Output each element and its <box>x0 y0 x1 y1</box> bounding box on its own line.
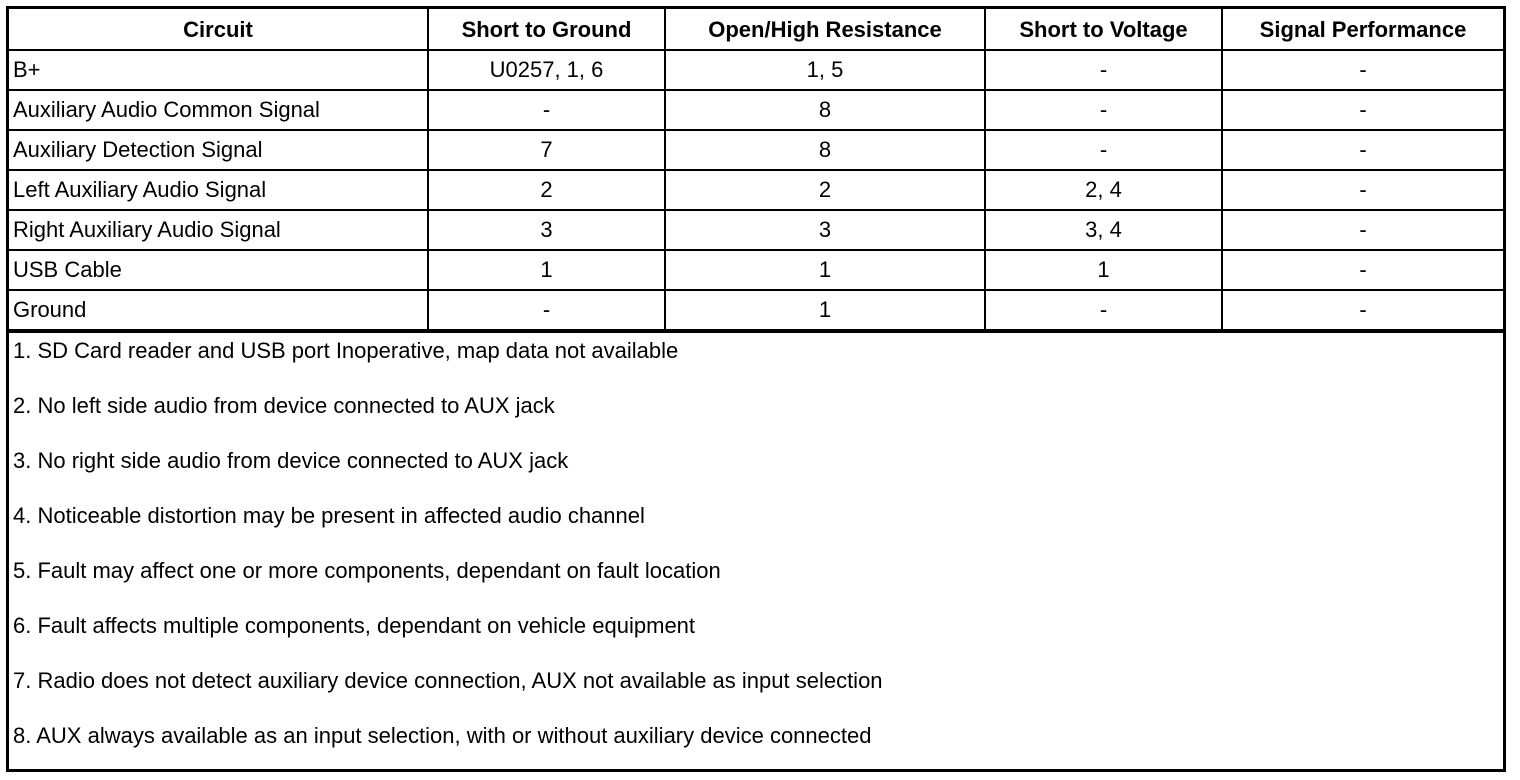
circuit-name-cell: Right Auxiliary Audio Signal <box>9 210 428 250</box>
short-to-ground-cell: - <box>428 290 665 330</box>
footnote-item: 6. Fault affects multiple components, dependant on vehicle equipment <box>13 613 696 638</box>
footnote-item: 5. Fault may affect one or more components, dependant on fault location <box>13 558 721 583</box>
footnote-item: 4. Noticeable distortion may be present in affected audio channel <box>13 503 645 528</box>
short-to-ground-cell: 1 <box>428 250 665 290</box>
open-high-resistance-cell: 1 <box>665 290 985 330</box>
short-to-voltage-cell: - <box>985 130 1222 170</box>
table-row <box>9 170 1503 210</box>
short-to-voltage-cell: 3, 4 <box>985 210 1222 250</box>
table-row <box>9 50 1503 90</box>
signal-performance-cell: - <box>1222 90 1503 130</box>
circuit-fault-table <box>9 9 1503 331</box>
footnote-item: 3. No right side audio from device connected to AUX jack <box>13 448 569 473</box>
footnotes-section <box>9 331 1503 770</box>
footnote-item: 1. SD Card reader and USB port Inoperative, map data not available <box>13 338 679 363</box>
short-to-voltage-cell: - <box>985 50 1222 90</box>
open-high-resistance-cell: 8 <box>665 90 985 130</box>
short-to-voltage-cell: 2, 4 <box>985 170 1222 210</box>
signal-performance-cell: - <box>1222 250 1503 290</box>
short-to-ground-cell: 2 <box>428 170 665 210</box>
open-high-resistance-cell: 8 <box>665 130 985 170</box>
table-row <box>9 130 1503 170</box>
short-to-ground-cell: 3 <box>428 210 665 250</box>
short-to-ground-cell: 7 <box>428 130 665 170</box>
open-high-resistance-cell: 1, 5 <box>665 50 985 90</box>
short-to-voltage-cell: - <box>985 90 1222 130</box>
header-short-to-voltage: Short to Voltage <box>985 9 1222 50</box>
circuit-name-cell: Ground <box>9 290 428 330</box>
table-row <box>9 210 1503 250</box>
fault-symptom-document <box>6 6 1506 772</box>
signal-performance-cell: - <box>1222 50 1503 90</box>
signal-performance-cell: - <box>1222 210 1503 250</box>
circuit-name-cell: Left Auxiliary Audio Signal <box>9 170 428 210</box>
footnote-item: 7. Radio does not detect auxiliary device connection, AUX not available as input selection <box>13 668 883 693</box>
signal-performance-cell: - <box>1222 290 1503 330</box>
short-to-voltage-cell: - <box>985 290 1222 330</box>
footnote-item: 8. AUX always available as an input selection, with or without auxiliary device connected <box>13 723 872 748</box>
open-high-resistance-cell: 3 <box>665 210 985 250</box>
circuit-name-cell: USB Cable <box>9 250 428 290</box>
header-circuit: Circuit <box>9 9 428 50</box>
header-signal-performance: Signal Performance <box>1222 9 1503 50</box>
signal-performance-cell: - <box>1222 130 1503 170</box>
header-open-high-resistance: Open/High Resistance <box>665 9 985 50</box>
open-high-resistance-cell: 1 <box>665 250 985 290</box>
circuit-name-cell: B+ <box>9 50 428 90</box>
open-high-resistance-cell: 2 <box>665 170 985 210</box>
circuit-name-cell: Auxiliary Detection Signal <box>9 130 428 170</box>
short-to-ground-cell: - <box>428 90 665 130</box>
footnote-item: 2. No left side audio from device connected to AUX jack <box>13 393 555 418</box>
header-short-to-ground: Short to Ground <box>428 9 665 50</box>
short-to-ground-cell: U0257, 1, 6 <box>428 50 665 90</box>
table-row <box>9 90 1503 130</box>
short-to-voltage-cell: 1 <box>985 250 1222 290</box>
table-header-row <box>9 9 1503 50</box>
circuit-name-cell: Auxiliary Audio Common Signal <box>9 90 428 130</box>
table-row <box>9 290 1503 330</box>
signal-performance-cell: - <box>1222 170 1503 210</box>
table-row <box>9 250 1503 290</box>
